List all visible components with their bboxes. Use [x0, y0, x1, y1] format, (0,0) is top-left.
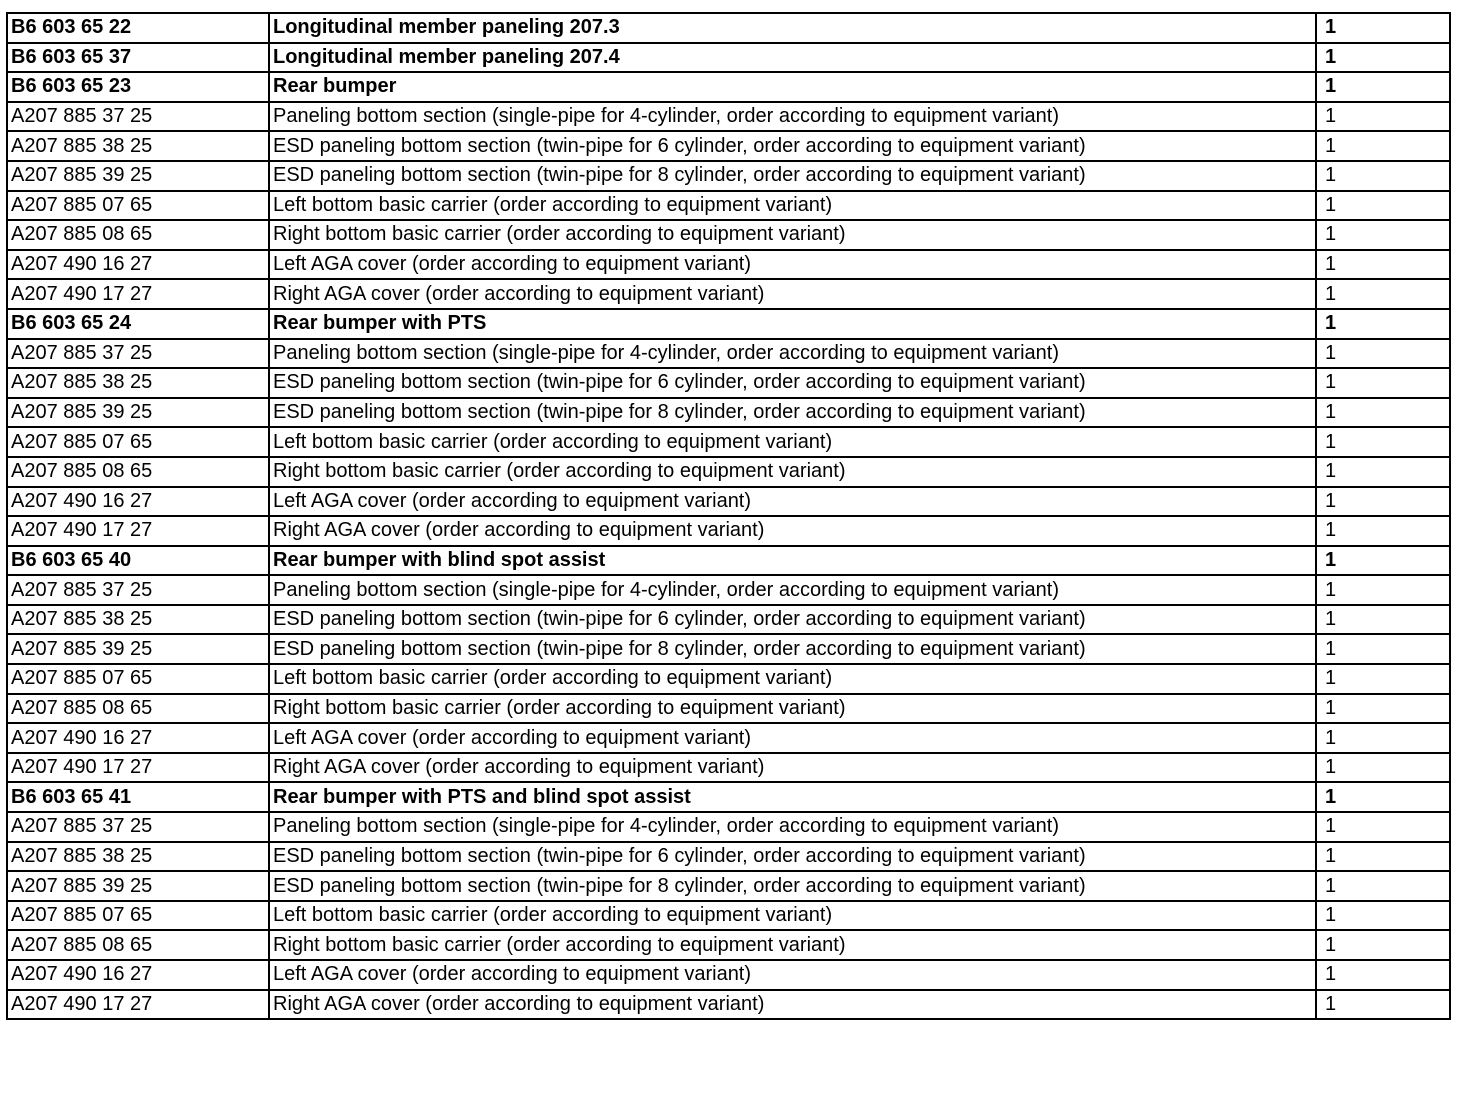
quantity-cell: 1: [1316, 782, 1450, 812]
description-cell: ESD paneling bottom section (twin-pipe for 8 cylinder, order according to equipment variant): [269, 161, 1316, 191]
quantity-cell: 1: [1316, 901, 1450, 931]
description-cell: Longitudinal member paneling 207.3: [269, 13, 1316, 43]
description-cell: Right bottom basic carrier (order according to equipment variant): [269, 457, 1316, 487]
part-number-cell: A207 885 37 25: [7, 102, 269, 132]
description-cell: Paneling bottom section (single-pipe for 4-cylinder, order according to equipment variant): [269, 102, 1316, 132]
description-cell: Left AGA cover (order according to equipment variant): [269, 960, 1316, 990]
table-group-row: [7, 309, 1450, 339]
quantity-cell: 1: [1316, 368, 1450, 398]
part-number-cell: B6 603 65 23: [7, 72, 269, 102]
parts-table-body: [7, 13, 1450, 1019]
table-row: [7, 487, 1450, 517]
part-number-cell: A207 885 38 25: [7, 368, 269, 398]
table-row: [7, 694, 1450, 724]
table-group-row: [7, 13, 1450, 43]
quantity-cell: 1: [1316, 930, 1450, 960]
quantity-cell: 1: [1316, 812, 1450, 842]
part-number-cell: A207 885 08 65: [7, 694, 269, 724]
description-cell: Right AGA cover (order according to equipment variant): [269, 990, 1316, 1020]
part-number-cell: A207 885 08 65: [7, 930, 269, 960]
part-number-cell: A207 885 37 25: [7, 575, 269, 605]
quantity-cell: 1: [1316, 546, 1450, 576]
table-row: [7, 634, 1450, 664]
part-number-cell: A207 490 16 27: [7, 723, 269, 753]
quantity-cell: 1: [1316, 723, 1450, 753]
description-cell: Paneling bottom section (single-pipe for 4-cylinder, order according to equipment variant): [269, 339, 1316, 369]
quantity-cell: 1: [1316, 634, 1450, 664]
description-cell: Paneling bottom section (single-pipe for 4-cylinder, order according to equipment variant): [269, 575, 1316, 605]
quantity-cell: 1: [1316, 664, 1450, 694]
table-row: [7, 664, 1450, 694]
quantity-cell: 1: [1316, 694, 1450, 724]
part-number-cell: A207 885 37 25: [7, 339, 269, 369]
table-row: [7, 901, 1450, 931]
description-cell: ESD paneling bottom section (twin-pipe for 6 cylinder, order according to equipment variant): [269, 131, 1316, 161]
table-row: [7, 842, 1450, 872]
description-cell: Rear bumper with blind spot assist: [269, 546, 1316, 576]
description-cell: ESD paneling bottom section (twin-pipe for 6 cylinder, order according to equipment variant): [269, 605, 1316, 635]
description-cell: Left bottom basic carrier (order according to equipment variant): [269, 664, 1316, 694]
table-group-row: [7, 782, 1450, 812]
part-number-cell: A207 885 39 25: [7, 398, 269, 428]
description-cell: Left bottom basic carrier (order according to equipment variant): [269, 901, 1316, 931]
part-number-cell: B6 603 65 22: [7, 13, 269, 43]
description-cell: Rear bumper with PTS and blind spot assist: [269, 782, 1316, 812]
part-number-cell: A207 885 08 65: [7, 220, 269, 250]
part-number-cell: A207 885 39 25: [7, 871, 269, 901]
table-row: [7, 812, 1450, 842]
description-cell: Left bottom basic carrier (order according to equipment variant): [269, 427, 1316, 457]
quantity-cell: 1: [1316, 457, 1450, 487]
part-number-cell: A207 490 17 27: [7, 516, 269, 546]
part-number-cell: A207 885 37 25: [7, 812, 269, 842]
table-group-row: [7, 72, 1450, 102]
table-row: [7, 457, 1450, 487]
part-number-cell: B6 603 65 37: [7, 43, 269, 73]
table-row: [7, 930, 1450, 960]
description-cell: Left AGA cover (order according to equipment variant): [269, 723, 1316, 753]
quantity-cell: 1: [1316, 13, 1450, 43]
part-number-cell: A207 490 17 27: [7, 990, 269, 1020]
table-row: [7, 753, 1450, 783]
part-number-cell: A207 885 08 65: [7, 457, 269, 487]
description-cell: ESD paneling bottom section (twin-pipe for 8 cylinder, order according to equipment variant): [269, 398, 1316, 428]
description-cell: ESD paneling bottom section (twin-pipe for 8 cylinder, order according to equipment variant): [269, 871, 1316, 901]
table-row: [7, 960, 1450, 990]
table-row: [7, 279, 1450, 309]
table-row: [7, 516, 1450, 546]
part-number-cell: A207 885 07 65: [7, 191, 269, 221]
table-row: [7, 250, 1450, 280]
quantity-cell: 1: [1316, 398, 1450, 428]
part-number-cell: A207 885 07 65: [7, 427, 269, 457]
quantity-cell: 1: [1316, 960, 1450, 990]
description-cell: Right bottom basic carrier (order according to equipment variant): [269, 220, 1316, 250]
description-cell: ESD paneling bottom section (twin-pipe for 6 cylinder, order according to equipment variant): [269, 368, 1316, 398]
quantity-cell: 1: [1316, 72, 1450, 102]
description-cell: Paneling bottom section (single-pipe for 4-cylinder, order according to equipment variant): [269, 812, 1316, 842]
quantity-cell: 1: [1316, 487, 1450, 517]
table-row: [7, 871, 1450, 901]
table-row: [7, 723, 1450, 753]
quantity-cell: 1: [1316, 191, 1450, 221]
quantity-cell: 1: [1316, 220, 1450, 250]
table-row: [7, 990, 1450, 1020]
table-row: [7, 220, 1450, 250]
description-cell: ESD paneling bottom section (twin-pipe for 6 cylinder, order according to equipment variant): [269, 842, 1316, 872]
description-cell: Left AGA cover (order according to equipment variant): [269, 250, 1316, 280]
quantity-cell: 1: [1316, 339, 1450, 369]
part-number-cell: B6 603 65 41: [7, 782, 269, 812]
parts-table: [6, 12, 1451, 1020]
part-number-cell: A207 490 16 27: [7, 250, 269, 280]
quantity-cell: 1: [1316, 842, 1450, 872]
table-row: [7, 191, 1450, 221]
part-number-cell: A207 490 16 27: [7, 960, 269, 990]
description-cell: ESD paneling bottom section (twin-pipe for 8 cylinder, order according to equipment variant): [269, 634, 1316, 664]
table-row: [7, 131, 1450, 161]
quantity-cell: 1: [1316, 131, 1450, 161]
table-row: [7, 398, 1450, 428]
table-group-row: [7, 43, 1450, 73]
part-number-cell: B6 603 65 24: [7, 309, 269, 339]
table-row: [7, 102, 1450, 132]
part-number-cell: A207 885 38 25: [7, 131, 269, 161]
quantity-cell: 1: [1316, 102, 1450, 132]
description-cell: Right AGA cover (order according to equipment variant): [269, 516, 1316, 546]
description-cell: Right bottom basic carrier (order according to equipment variant): [269, 930, 1316, 960]
table-row: [7, 575, 1450, 605]
part-number-cell: B6 603 65 40: [7, 546, 269, 576]
quantity-cell: 1: [1316, 605, 1450, 635]
table-row: [7, 368, 1450, 398]
part-number-cell: A207 885 39 25: [7, 161, 269, 191]
quantity-cell: 1: [1316, 250, 1450, 280]
quantity-cell: 1: [1316, 161, 1450, 191]
description-cell: Left AGA cover (order according to equipment variant): [269, 487, 1316, 517]
part-number-cell: A207 490 17 27: [7, 279, 269, 309]
quantity-cell: 1: [1316, 990, 1450, 1020]
part-number-cell: A207 885 07 65: [7, 901, 269, 931]
table-group-row: [7, 546, 1450, 576]
quantity-cell: 1: [1316, 43, 1450, 73]
part-number-cell: A207 885 38 25: [7, 842, 269, 872]
description-cell: Right bottom basic carrier (order according to equipment variant): [269, 694, 1316, 724]
table-row: [7, 161, 1450, 191]
description-cell: Left bottom basic carrier (order according to equipment variant): [269, 191, 1316, 221]
quantity-cell: 1: [1316, 427, 1450, 457]
description-cell: Right AGA cover (order according to equipment variant): [269, 753, 1316, 783]
part-number-cell: A207 490 16 27: [7, 487, 269, 517]
quantity-cell: 1: [1316, 871, 1450, 901]
quantity-cell: 1: [1316, 309, 1450, 339]
part-number-cell: A207 490 17 27: [7, 753, 269, 783]
table-row: [7, 339, 1450, 369]
description-cell: Rear bumper with PTS: [269, 309, 1316, 339]
part-number-cell: A207 885 39 25: [7, 634, 269, 664]
part-number-cell: A207 885 38 25: [7, 605, 269, 635]
description-cell: Longitudinal member paneling 207.4: [269, 43, 1316, 73]
quantity-cell: 1: [1316, 279, 1450, 309]
quantity-cell: 1: [1316, 753, 1450, 783]
table-row: [7, 605, 1450, 635]
description-cell: Right AGA cover (order according to equipment variant): [269, 279, 1316, 309]
table-row: [7, 427, 1450, 457]
description-cell: Rear bumper: [269, 72, 1316, 102]
quantity-cell: 1: [1316, 516, 1450, 546]
part-number-cell: A207 885 07 65: [7, 664, 269, 694]
quantity-cell: 1: [1316, 575, 1450, 605]
